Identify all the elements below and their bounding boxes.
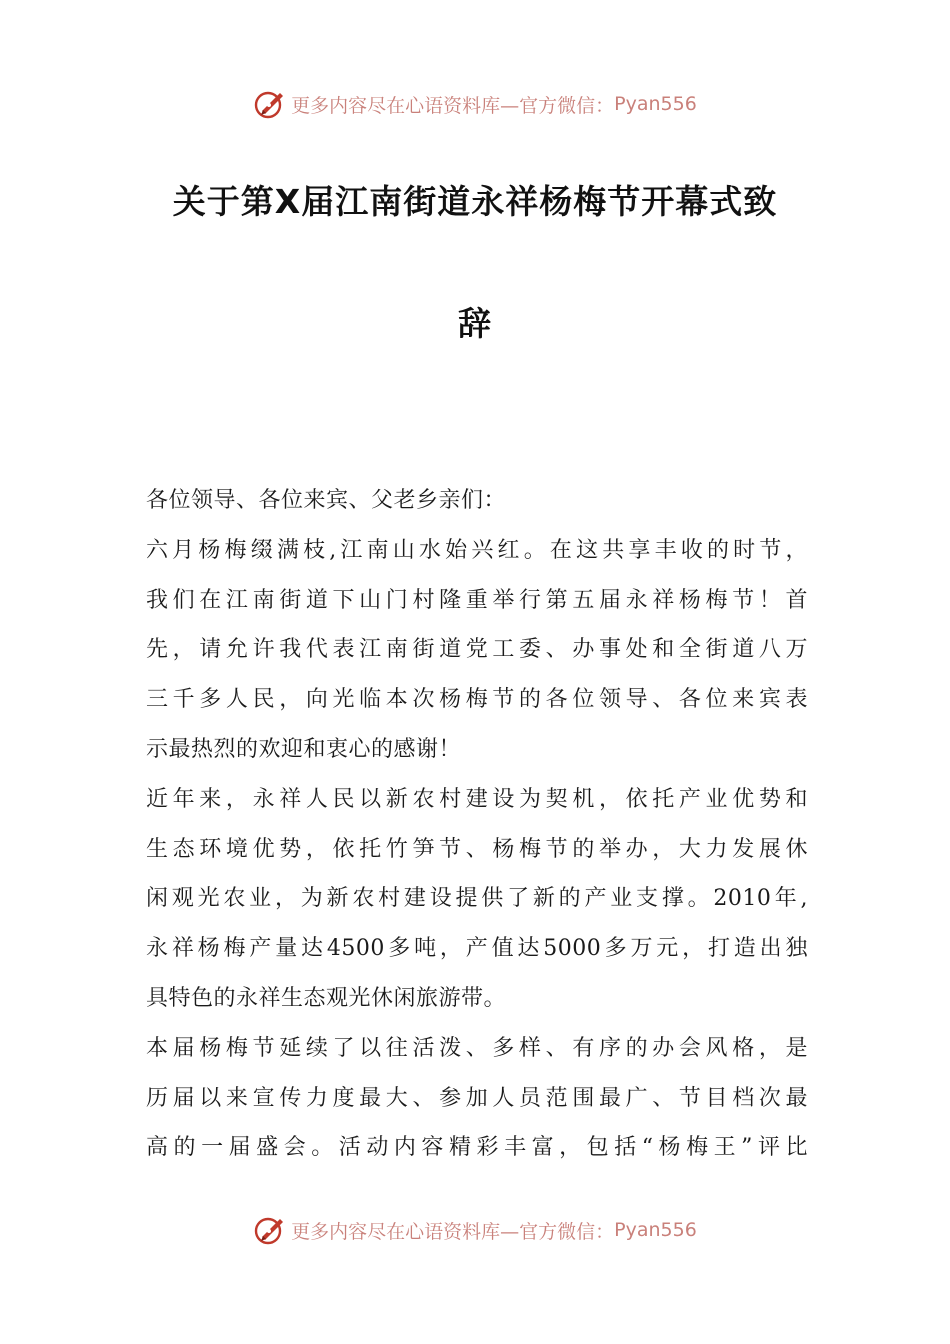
body-text [146, 476, 808, 1173]
document-title-line-1: 关于第X届江南街道永祥杨梅节开幕式致 [172, 182, 778, 221]
body-line: 高的一届盛会。活动内容精彩丰富，包括“杨梅王”评比 [146, 1135, 808, 1161]
body-line: 闲观光农业，为新农村建设提供了新的产业支撑。2010年, [146, 886, 808, 912]
body-line: 本届杨梅节延续了以往活泼、多样、有序的办会风格，是 [146, 1035, 808, 1061]
footer-banner-id: Pyan556 [614, 1219, 697, 1241]
body-line: 具特色的永祥生态观光休闲旅游带。 [146, 985, 507, 1011]
body-line: 各位领导、各位来宾、父老乡亲们： [146, 488, 507, 513]
header-banner [0, 84, 950, 124]
body-line: 六月杨梅缀满枝,江南山水始兴红。在这共享丰收的时节， [146, 537, 808, 563]
footer-banner-text: 更多内容尽在心语资料库—官方微信： [291, 1220, 615, 1243]
body-line: 我们在江南街道下山门村隆重举行第五届永祥杨梅节！首 [146, 587, 808, 613]
body-line: 生态环境优势，依托竹笋节、杨梅节的举办，大力发展休 [146, 836, 808, 862]
body-line: 示最热烈的欢迎和衷心的感谢！ [146, 736, 462, 762]
pen-logo-icon [253, 87, 287, 121]
header-banner-text: 更多内容尽在心语资料库—官方微信： [291, 94, 615, 117]
body-line: 历届以来宣传力度最大、参加人员范围最广、节目档次最 [146, 1085, 808, 1111]
header-banner-id: Pyan556 [614, 93, 697, 115]
document-title-line-2: 辞 [458, 304, 492, 343]
footer-banner [0, 1210, 950, 1250]
body-line: 三千多人民，向光临本次杨梅节的各位领导、各位来宾表 [146, 687, 808, 713]
body-line: 近年来，永祥人民以新农村建设为契机，依托产业优势和 [146, 786, 808, 812]
body-line: 永祥杨梅产量达4500多吨，产值达5000多万元，打造出独 [146, 936, 808, 962]
body-line: 先，请允许我代表江南街道党工委、办事处和全街道八万 [146, 637, 808, 663]
pen-logo-icon [253, 1213, 287, 1247]
